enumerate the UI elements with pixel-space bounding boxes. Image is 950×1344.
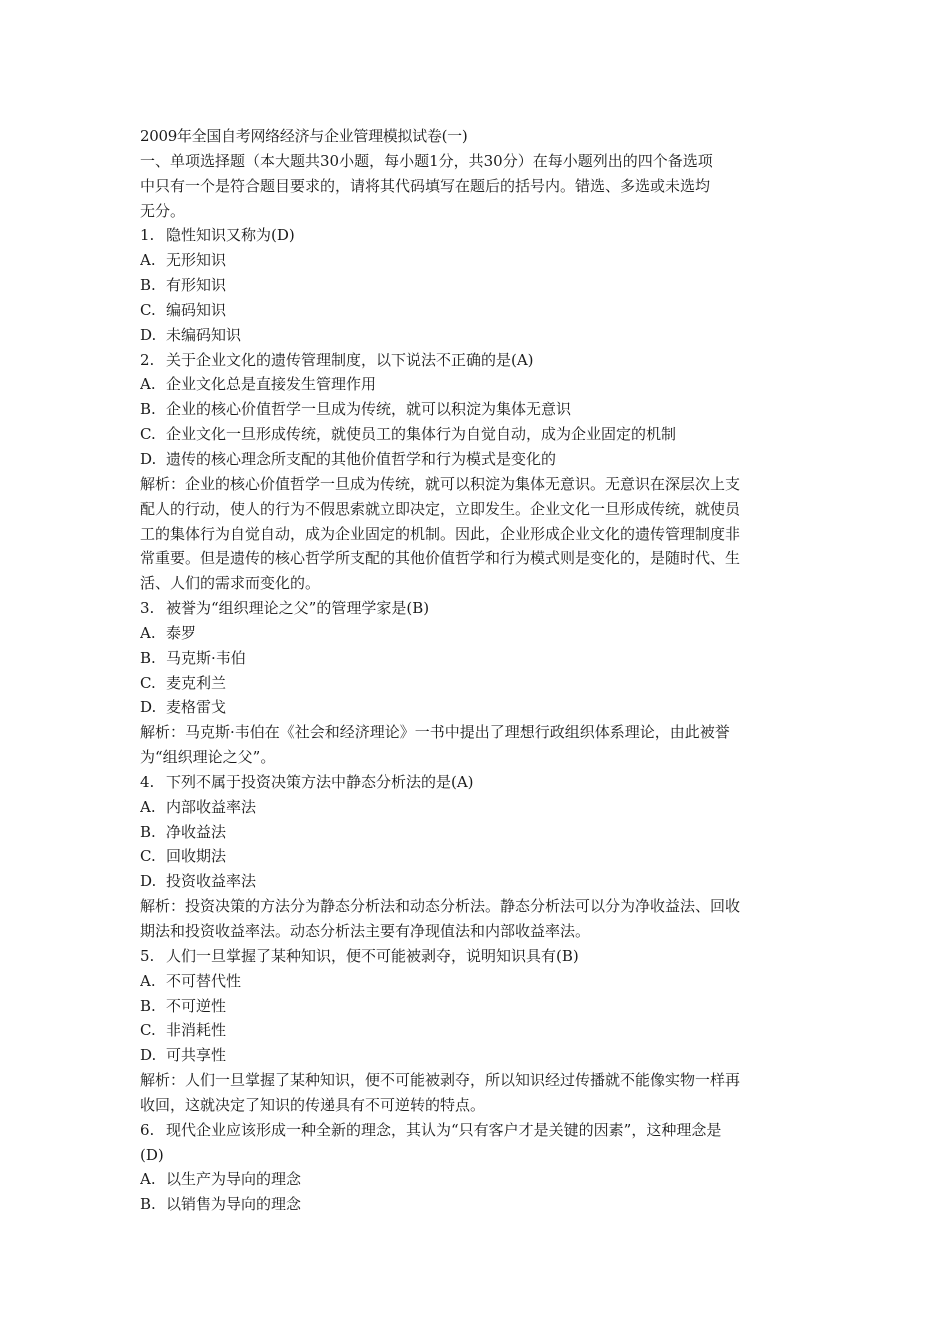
question-stem: [140, 596, 815, 621]
question-number: 6.: [140, 1120, 155, 1139]
question-stem-text: 现代企业应该形成一种全新的理念，其认为“只有客户才是关键的因素”，这种理念是: [166, 1120, 722, 1139]
option-text: 编码知识: [166, 300, 227, 319]
answer-option: [140, 298, 815, 323]
option-letter: D.: [140, 872, 157, 891]
option-text: 有形知识: [166, 276, 227, 295]
analysis-text: 期法和投资收益率法。动态分析法主要有净现值法和内部收益率法。: [140, 922, 591, 940]
option-text: 企业文化一旦形成传统，就使员工的集体行为自觉自动，成为企业固定的机制: [166, 425, 677, 444]
option-letter: A.: [140, 375, 156, 394]
option-text: 不可替代性: [166, 971, 242, 990]
option-text: 企业文化总是直接发生管理作用: [166, 375, 377, 394]
option-letter: D.: [140, 1046, 157, 1065]
answer-option: [140, 969, 815, 994]
analysis-text: 为“组织理论之父”。: [140, 748, 276, 767]
question-list: [140, 223, 815, 1217]
option-letter: D.: [140, 449, 157, 468]
question-block: [140, 770, 815, 944]
option-text: 不可逆性: [166, 996, 227, 1015]
answer-option: [140, 447, 815, 472]
option-letter: C.: [140, 300, 156, 319]
option-text: 投资收益率法: [166, 872, 257, 891]
answer-option: [140, 621, 815, 646]
option-letter: B.: [140, 822, 156, 841]
option-letter: B.: [140, 648, 156, 667]
option-letter: C.: [140, 425, 156, 444]
answer-option: [140, 994, 815, 1019]
exam-title: 2009年全国自考网络经济与企业管理模拟试卷(一): [140, 127, 468, 145]
option-text: 未编码知识: [166, 325, 242, 344]
option-text: 非消耗性: [166, 1021, 227, 1040]
option-letter: A.: [140, 971, 156, 990]
question-number: 5.: [140, 946, 155, 965]
option-letter: C.: [140, 1021, 156, 1040]
option-text: 无形知识: [166, 251, 227, 270]
answer-option: [140, 671, 815, 696]
option-letter: D.: [140, 698, 157, 717]
option-text: 以销售为导向的理念: [166, 1195, 302, 1214]
answer-option: [140, 1192, 815, 1217]
option-letter: B.: [140, 276, 156, 295]
question-block: [140, 596, 815, 770]
analysis-text: 配人的行动，使人的行为不假思索就立即决定，立即发生。企业文化一旦形成传统，就使员: [140, 499, 741, 518]
answer-option: [140, 795, 815, 820]
option-letter: B.: [140, 1195, 156, 1214]
analysis-text: 活、人们的需求而变化的。: [140, 574, 321, 593]
option-text: 麦克利兰: [166, 673, 227, 692]
question-stem-text: 隐性知识又称为(D): [166, 226, 295, 245]
answer-option: [140, 646, 815, 671]
option-text: 净收益法: [166, 822, 227, 841]
section-heading: [140, 149, 815, 224]
option-text: 麦格雷戈: [166, 698, 227, 717]
analysis-text: 常重要。但是遗传的核心哲学所支配的其他价值哲学和行为模式则是变化的，是随时代、生: [140, 549, 741, 568]
analysis-text: 解析：投资决策的方法分为静态分析法和动态分析法。静态分析法可以分为净收益法、回收: [140, 897, 741, 916]
question-stem-text: 关于企业文化的遗传管理制度，以下说法不正确的是(A): [166, 350, 534, 369]
answer-option: [140, 248, 815, 273]
option-letter: A.: [140, 797, 156, 816]
question-number: 2.: [140, 350, 155, 369]
option-text: 回收期法: [166, 847, 227, 866]
analysis-text: 解析：人们一旦掌握了某种知识，便不可能被剥夺，所以知识经过传播就不能像实物一样再: [140, 1071, 741, 1090]
question-number: 1.: [140, 226, 155, 245]
question-stem-text: 被誉为“组织理论之父”的管理学家是(B): [166, 599, 430, 618]
answer-option: [140, 844, 815, 869]
option-text: 泰罗: [166, 623, 197, 642]
section-heading-line: 无分。: [140, 201, 186, 220]
option-text: 以生产为导向的理念: [166, 1170, 302, 1189]
question-stem: [140, 1143, 815, 1168]
analysis-text: 解析：企业的核心价值哲学一旦成为传统，就可以积淀为集体无意识。无意识在深层次上支: [140, 474, 741, 493]
question-block: [140, 223, 815, 347]
question-stem: [140, 944, 815, 969]
analysis-text: 收回，这就决定了知识的传递具有不可逆转的特点。: [140, 1095, 486, 1114]
question-stem: [140, 348, 815, 373]
answer-option: [140, 695, 815, 720]
question-block: [140, 944, 815, 1118]
option-letter: C.: [140, 673, 156, 692]
answer-option: [140, 869, 815, 894]
option-text: 马克斯·韦伯: [166, 648, 246, 667]
option-text: 企业的核心价值哲学一旦成为传统，就可以积淀为集体无意识: [166, 400, 572, 419]
analysis-text: 解析：马克斯·韦伯在《社会和经济理论》一书中提出了理想行政组织体系理论，由此被誉: [140, 723, 730, 742]
question-number: 4.: [140, 772, 155, 791]
option-letter: C.: [140, 847, 156, 866]
question-number: 3.: [140, 599, 155, 618]
question-stem: [140, 223, 815, 248]
answer-option: [140, 1167, 815, 1192]
exam-document: [140, 124, 815, 1217]
option-letter: D.: [140, 325, 157, 344]
option-letter: A.: [140, 251, 156, 270]
question-stem-text: (D): [140, 1145, 164, 1164]
question-stem-text: 人们一旦掌握了某种知识，便不可能被剥夺，说明知识具有(B): [166, 946, 579, 965]
option-letter: B.: [140, 400, 156, 419]
answer-option: [140, 422, 815, 447]
question-stem: [140, 1118, 815, 1143]
answer-option: [140, 273, 815, 298]
answer-option: [140, 1043, 815, 1068]
answer-option: [140, 1018, 815, 1043]
answer-option: [140, 372, 815, 397]
question-stem: [140, 770, 815, 795]
option-letter: A.: [140, 1170, 156, 1189]
question-block: [140, 1118, 815, 1217]
answer-option: [140, 323, 815, 348]
question-block: [140, 348, 815, 596]
section-heading-line: 一、单项选择题（本大题共30小题，每小题1分，共30分）在每小题列出的四个备选项: [140, 151, 713, 170]
option-letter: A.: [140, 623, 156, 642]
section-heading-line: 中只有一个是符合题目要求的，请将其代码填写在题后的括号内。错选、多选或未选均: [140, 176, 711, 195]
option-text: 遗传的核心理念所支配的其他价值哲学和行为模式是变化的: [166, 449, 557, 468]
option-letter: B.: [140, 996, 156, 1015]
question-stem-text: 下列不属于投资决策方法中静态分析法的是(A): [166, 772, 474, 791]
answer-option: [140, 397, 815, 422]
answer-option: [140, 820, 815, 845]
option-text: 可共享性: [166, 1046, 227, 1065]
option-text: 内部收益率法: [166, 797, 257, 816]
analysis-text: 工的集体行为自觉自动，成为企业固定的机制。因此，企业形成企业文化的遗传管理制度非: [140, 524, 741, 543]
